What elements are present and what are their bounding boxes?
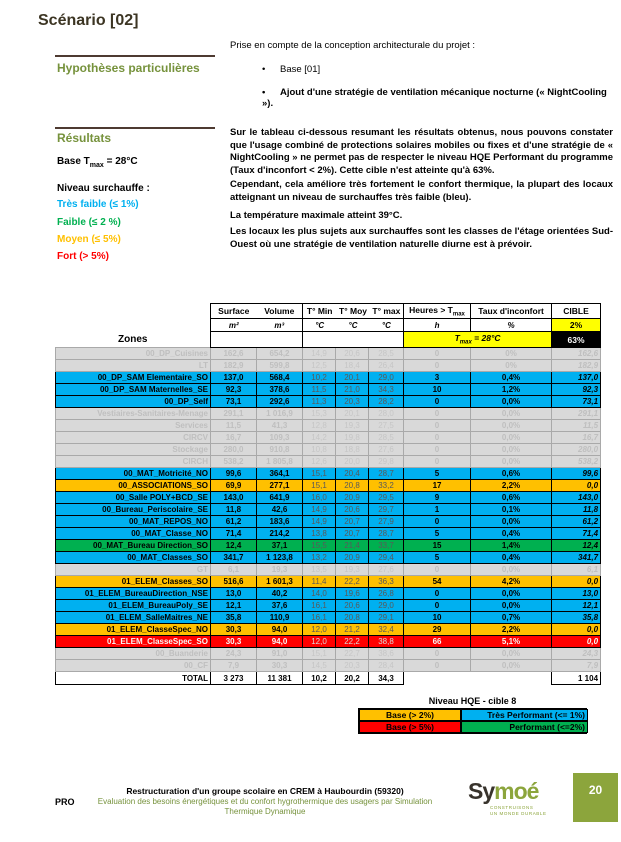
table-row: 01_ELEM_ClasseSpec_SO 30,3 94,0 12,0 22,2 38,8 66 5,1% 0,0 xyxy=(56,636,601,648)
total-empty-cell xyxy=(471,672,552,685)
symoe-logo xyxy=(468,778,568,816)
table-row: 00_MAT_Motricité_NO 99,6 364,1 15,1 20,4 28,7 5 0,6% 99,6 xyxy=(56,468,601,480)
total-surface: 3 273 xyxy=(211,672,257,685)
table-row: Stockage 280,0 910,8 10,8 18,8 27,6 0 0,0% 280,0 xyxy=(56,444,601,456)
results-paragraph: La température maximale atteint 39°C. xyxy=(230,210,403,221)
table-row: GT 6,1 19,3 13,5 19,3 27,6 0 0,0% 6,1 xyxy=(56,564,601,576)
table-row: 00_Buanderie 24,3 91,0 15,1 22,7 38,6 0 0,0% 24,3 xyxy=(56,648,601,660)
header-spacer xyxy=(56,319,211,332)
hqe-legend-title: Niveau HQE - cible 8 xyxy=(428,696,517,706)
results-paragraph: Cependant, cela améliore très fortement le confort thermique, la plupart des locaux atteignant un niveau de surchauffes très faible (bleu). xyxy=(230,179,613,203)
table-row: CIRCH 538,2 1 805,8 12,6 20,0 29,8 0 0,0% 538,2 xyxy=(56,456,601,468)
header-empty-cell xyxy=(211,332,303,348)
col-header-taux: Taux d'inconfort xyxy=(471,304,552,319)
total-tmoy: 20,2 xyxy=(336,672,369,685)
zones-table-body xyxy=(56,348,601,672)
base-tmax-label: Base $T_{max} = 28^\circ C$ xyxy=(57,156,138,169)
symoe-logo-wordmark: Symoé xyxy=(468,778,539,804)
units-surface-volume: m² m³ xyxy=(211,319,303,332)
bullet-icon: • xyxy=(262,87,266,98)
col-header-temperatures: T° Min T° Moy T° max xyxy=(303,304,404,319)
total-tmin: 10,2 xyxy=(303,672,336,685)
page-title: Scénario [02] xyxy=(38,12,139,29)
legend-level-moyen: Moyen (≤ 5%) xyxy=(57,234,121,245)
table-total-row xyxy=(56,672,601,685)
zones-column-label: Zones xyxy=(56,332,211,348)
results-paragraph: Sur le tableau ci-dessous resumant les résultats obtenus, nous pouvons constater que l'usage combiné de protections solaires mobiles ou fixes et d'une stratégie de « NightCooling » ne permet pas de respecter le niveau HQE Performant du programme (Taux d'inconfort < 2%). Cette cible n'est atteinte qu'à 63%. xyxy=(230,127,613,176)
table-row: 00_MAT_REPOS_NO 61,2 183,6 14,9 20,7 27,9 0 0,0% 61,2 xyxy=(56,516,601,528)
header-spacer xyxy=(56,304,211,319)
hypothesis-bullet: • Ajout d'une stratégie de ventilation mécanique nocturne (« NightCooling »). xyxy=(262,87,607,109)
total-empty-cell xyxy=(404,672,471,685)
col-header-surface-volume: Surface Volume xyxy=(211,304,303,319)
legend-level-faible: Faible (≤ 2 %) xyxy=(57,217,121,228)
footer-project-title: Restructuration d'un groupe scolaire en CREM à Haubourdin (59320) xyxy=(126,786,404,796)
resultats-heading: Résultats xyxy=(57,131,112,145)
hqe-legend xyxy=(358,696,587,734)
hqe-cell-tres-performant: Très Performant (<= 1%) xyxy=(461,709,588,721)
total-tmax: 34,3 xyxy=(369,672,404,685)
unit-taux: % xyxy=(471,319,552,332)
table-row: 00_MAT_Classes_SO 341,7 1 123,8 13,2 20,9 29,4 5 0,4% 341,7 xyxy=(56,552,601,564)
total-label: TOTAL xyxy=(56,672,211,685)
hypothesis-bullet: • Base [01] xyxy=(262,64,321,75)
table-row: 01_ELEM_BureauPoly_SE 12,1 37,6 16,1 20,6 29,0 0 0,0% 12,1 xyxy=(56,600,601,612)
table-row: 00_MAT_Classe_NO 71,4 214,2 13,8 20,7 28,7 5 0,4% 71,4 xyxy=(56,528,601,540)
table-row: CIRCV 16,7 109,3 14,2 19,8 28,5 0 0,0% 16,7 xyxy=(56,432,601,444)
footer-phase-label: PRO xyxy=(55,797,75,807)
section-divider xyxy=(55,127,215,129)
col-header-heures: Heures > $T_{max}$ xyxy=(404,304,471,319)
total-volume: 11 381 xyxy=(257,672,303,685)
units-temperatures: °C °C °C xyxy=(303,319,404,332)
results-paragraph: Les locaux les plus sujets aux surchauffes sont les classes de l'étage orientées Sud-Ouest où une stratégie de ventilation naturelle diurne est à prévoir. xyxy=(230,226,613,250)
hqe-legend-grid xyxy=(358,708,587,734)
legend-level-tres-faible: Très faible (≤ 1%) xyxy=(57,199,139,210)
table-row: Vestiaires-Sanitaires-Menage 291,1 1 016,9 15,3 20,1 28,0 0 0,0% 291,1 xyxy=(56,408,601,420)
total-cible: 1 104 xyxy=(552,672,601,685)
footer-project-info xyxy=(95,786,435,817)
table-row: 00_DP_Self 73,1 292,6 11,3 20,3 28,2 0 0,0% 73,1 xyxy=(56,396,601,408)
table-row: 00_DP_SAM Maternelles_SE 92,3 378,6 11,5 21,0 34,3 10 1,2% 92,3 xyxy=(56,384,601,396)
table-row: 00_MAT_Bureau Direction_SO 12,4 37,1 15,5 21,4 33,7 15 1,4% 12,4 xyxy=(56,540,601,552)
table-row: 00_DP_SAM Elementaire_SO 137,0 568,4 10,2 20,1 29,0 3 0,4% 137,0 xyxy=(56,372,601,384)
table-row: LT 182,9 599,8 12,5 18,4 26,4 0 0% 182,9 xyxy=(56,360,601,372)
cible-target-pct: 2% xyxy=(552,319,601,332)
hqe-cell-base-5: Base (> 5%) xyxy=(359,721,461,733)
table-row: 01_ELEM_BureauDirection_NSE 13,0 40,2 14,0 19,6 26,8 0 0,0% 13,0 xyxy=(56,588,601,600)
footer-project-subtitle: Evaluation des besoins énergétiques et du confort hygrothermique des usagers par Simulation Thermique Dynamique xyxy=(97,797,433,816)
legend-level-fort: Fort (> 5%) xyxy=(57,251,109,262)
hqe-cell-performant: Performant (<=2%) xyxy=(461,721,588,733)
cible-reached-pct: 63% xyxy=(552,332,601,348)
bullet-icon: • xyxy=(262,64,266,75)
unit-heures: h xyxy=(404,319,471,332)
niveau-surchauffe-label: Niveau surchauffe : xyxy=(57,183,150,194)
symoe-logo-tagline: CONSTRUISONS UN MONDE DURABLE xyxy=(490,805,547,816)
table-row: 01_ELEM_Classes_SO 516,6 1 601,3 11,4 22,2 36,3 54 4,2% 0,0 xyxy=(56,576,601,588)
hypotheses-heading: Hypothèses particulières xyxy=(57,61,200,75)
tmax-note: $T_{max} = 28^\circ C$ xyxy=(404,332,552,348)
zones-table xyxy=(55,303,601,685)
section-divider xyxy=(55,55,215,57)
hypotheses-intro: Prise en compte de la conception architecturale du projet : xyxy=(230,40,476,51)
table-row: Services 11,5 41,3 12,8 19,3 27,5 0 0,0% 11,5 xyxy=(56,420,601,432)
table-row: 01_ELEM_ClasseSpec_NO 30,3 94,0 12,0 21,2 32,4 29 2,2% 0,0 xyxy=(56,624,601,636)
table-row: 01_ELEM_SalleMaitres_NE 35,8 110,9 16,1 20,8 29,1 10 0,7% 35,8 xyxy=(56,612,601,624)
col-header-cible: CIBLE xyxy=(552,304,601,319)
table-row: 00_DP_Cuisines 162,6 654,2 14,9 20,6 28,5 0 0% 162,6 xyxy=(56,348,601,360)
table-row: 00_CF 7,9 30,3 14,5 20,3 28,4 0 0,0% 7,9 xyxy=(56,660,601,672)
hqe-cell-base-2: Base (> 2%) xyxy=(359,709,461,721)
page-number-badge: 20 xyxy=(573,773,618,822)
table-row: 00_Bureau_Periscolaire_SE 11,8 42,6 14,9 20,6 29,7 1 0,1% 11,8 xyxy=(56,504,601,516)
table-row: 00_Salle POLY+BCD_SE 143,0 641,9 16,0 20,9 29,5 9 0,6% 143,0 xyxy=(56,492,601,504)
header-empty-cell xyxy=(303,332,404,348)
table-row: 00_ASSOCIATIONS_SO 69,9 277,1 15,1 20,8 33,2 17 2,2% 0,0 xyxy=(56,480,601,492)
